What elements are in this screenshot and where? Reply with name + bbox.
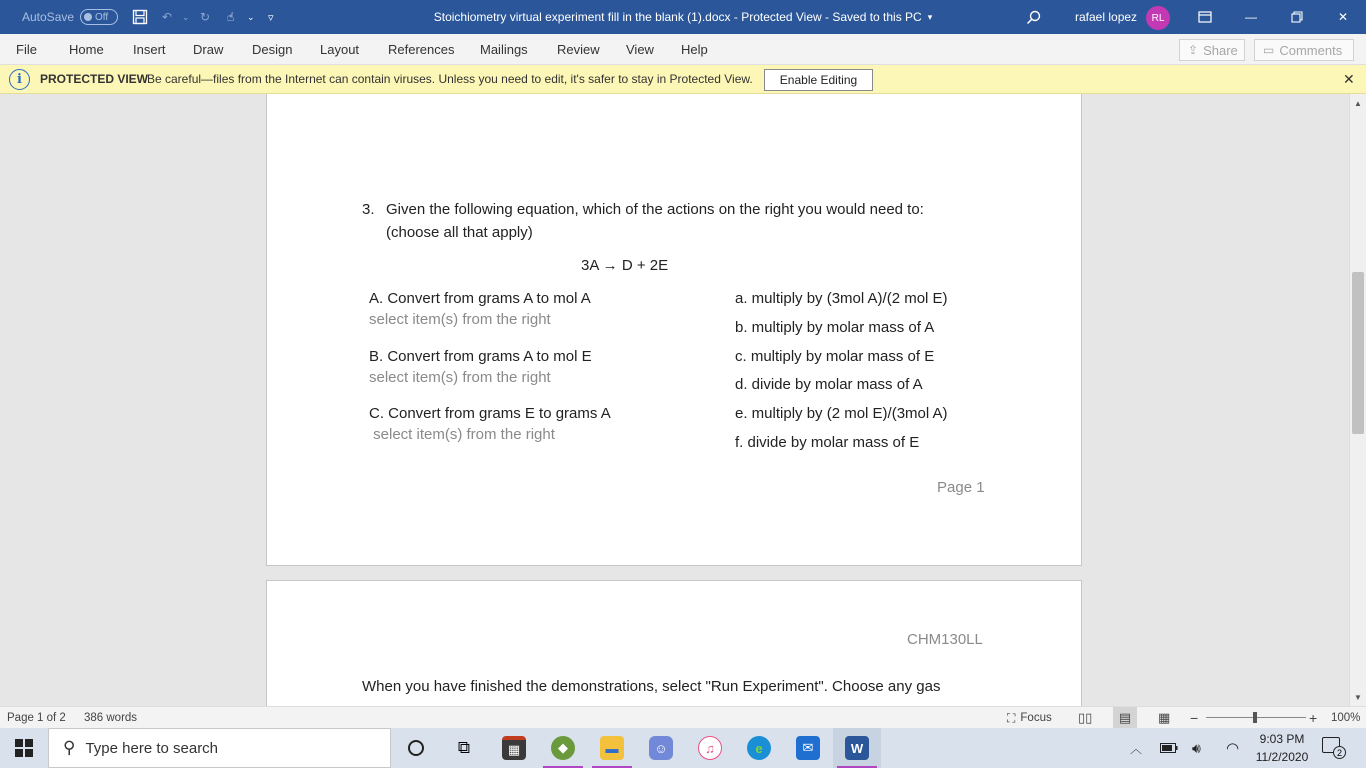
page-header: CHM130LL [907, 631, 983, 648]
page-1 [266, 94, 1082, 566]
taskbar-clock[interactable] [1252, 730, 1312, 766]
word-app-icon[interactable]: W [833, 728, 881, 768]
user-name[interactable]: rafael lopez [1075, 10, 1138, 24]
tab-references[interactable]: References [388, 42, 455, 57]
tab-review[interactable]: Review [557, 42, 600, 57]
right-item-a[interactable]: a. multiply by (3mol A)/(2 mol E) [735, 290, 948, 307]
page-2 [266, 580, 1082, 706]
windows-logo-icon [15, 739, 33, 757]
left-item-b: B. Convert from grams A to mol E [369, 348, 592, 365]
close-protected-bar-icon[interactable]: ✕ [1343, 71, 1355, 87]
search-icon: ⚲ [63, 738, 76, 757]
question-instruction: (choose all that apply) [386, 224, 533, 241]
focus-icon: ⛶ [1007, 710, 1016, 725]
save-icon[interactable] [132, 0, 148, 34]
windows-taskbar [0, 728, 1366, 768]
zoom-out-icon[interactable]: − [1190, 710, 1199, 726]
restore-icon[interactable] [1274, 0, 1320, 34]
comments-label: Comments [1279, 42, 1343, 58]
wifi-icon[interactable]: ◠ [1226, 740, 1240, 757]
volume-icon[interactable]: 🔊︎ [1192, 739, 1201, 756]
minimize-icon[interactable]: — [1245, 10, 1257, 24]
right-item-c[interactable]: c. multiply by molar mass of E [735, 348, 935, 365]
page-number-footer: Page 1 [937, 479, 985, 496]
zoom-level[interactable]: 100% [1331, 712, 1361, 724]
touch-mode-icon[interactable]: ☝ [227, 10, 235, 24]
file-explorer-icon[interactable]: ▬ [588, 728, 636, 768]
right-item-e[interactable]: e. multiply by (2 mol E)/(3mol A) [735, 405, 948, 422]
share-label: Share [1203, 42, 1238, 58]
tab-mailings[interactable]: Mailings [480, 42, 528, 57]
left-item-a: A. Convert from grams A to mol A [369, 290, 591, 307]
autosave-toggle[interactable] [80, 0, 118, 34]
tab-design[interactable]: Design [252, 42, 293, 57]
document-canvas[interactable] [0, 94, 1349, 706]
discord-app-icon[interactable]: ☺ [637, 728, 685, 768]
dropzone-c[interactable]: select item(s) from the right [369, 426, 555, 443]
share-button[interactable] [1179, 39, 1245, 61]
clock-time: 9:03 PM [1259, 732, 1305, 746]
tab-view[interactable]: View [626, 42, 654, 57]
equation: 3A → D + 2E [581, 257, 669, 274]
tab-file[interactable]: File [16, 42, 37, 57]
tab-home[interactable]: Home [69, 42, 104, 57]
start-button[interactable] [0, 728, 48, 768]
left-item-c: C. Convert from grams E to grams A [369, 405, 611, 422]
show-hidden-icons-icon[interactable]: ︿ [1130, 741, 1143, 756]
clock-date: 11/2/2020 [1255, 750, 1309, 764]
touch-mode-dropdown-icon[interactable]: ⌄ [247, 11, 255, 22]
store-app-icon[interactable]: ▦ [490, 728, 538, 768]
title-dropdown-icon[interactable]: ▾ [927, 11, 933, 22]
read-mode-icon[interactable]: ▯▯ [1078, 710, 1093, 725]
enable-editing-button[interactable]: Enable Editing [764, 69, 873, 91]
taskbar-search[interactable] [48, 728, 391, 768]
tab-draw[interactable]: Draw [193, 42, 224, 57]
focus-button[interactable] [1007, 707, 1052, 729]
document-title[interactable]: Stoichiometry virtual experiment fill in the blank (1).docx - Protected View - Saved to this PC [433, 10, 922, 24]
question-number: 3. [362, 201, 375, 218]
ribbon-display-options-icon[interactable] [1182, 0, 1228, 34]
zoom-in-icon[interactable]: + [1309, 710, 1318, 726]
page-count[interactable]: Page 1 of 2 [7, 712, 66, 724]
action-center-icon[interactable] [1322, 737, 1344, 759]
mail-app-icon[interactable]: ✉ [784, 728, 832, 768]
notification-count: 2 [1333, 746, 1346, 759]
taskbar-search-input[interactable] [85, 740, 365, 757]
tab-layout[interactable]: Layout [320, 42, 360, 57]
vertical-scrollbar[interactable] [1349, 94, 1366, 706]
ribbon-tabs [0, 34, 1366, 65]
task-view-icon[interactable]: ⧉ [457, 738, 471, 757]
right-item-b[interactable]: b. multiply by molar mass of A [735, 319, 935, 336]
web-layout-icon[interactable]: ▦ [1158, 710, 1171, 725]
protected-view-bar [0, 65, 1366, 94]
search-icon[interactable] [1026, 0, 1041, 34]
autosave-state: Off [95, 11, 109, 23]
close-icon[interactable]: ✕ [1337, 10, 1349, 24]
status-bar [0, 706, 1366, 728]
right-item-d[interactable]: d. divide by molar mass of A [735, 376, 923, 393]
share-icon: ⇪ [1188, 43, 1199, 57]
redo-icon[interactable]: ↻ [200, 10, 211, 24]
title-bar [0, 0, 1366, 34]
dropzone-b[interactable]: select item(s) from the right [369, 369, 551, 386]
scroll-up-icon[interactable]: ▲ [1354, 98, 1362, 108]
right-item-f[interactable]: f. divide by molar mass of E [735, 434, 920, 451]
minecraft-app-icon[interactable]: ◆ [539, 728, 587, 768]
protected-view-message: Be careful—files from the Internet can contain viruses. Unless you need to edit, it's safer to stay in Protected View. [147, 72, 753, 86]
autosave-label: AutoSave [22, 10, 75, 24]
comment-icon: ▭ [1263, 43, 1275, 57]
word-count[interactable]: 386 words [84, 712, 138, 724]
scroll-thumb[interactable] [1352, 272, 1364, 434]
user-avatar[interactable]: RL [1146, 6, 1170, 30]
info-icon: i [9, 69, 30, 90]
page2-body-text: When you have finished the demonstrations, select "Run Experiment". Choose any gas [362, 678, 941, 695]
customize-qat-icon[interactable]: ▿ [268, 11, 274, 24]
zoom-slider-thumb[interactable] [1253, 712, 1257, 723]
comments-button[interactable] [1254, 39, 1354, 61]
edge-browser-icon[interactable]: e [735, 728, 783, 768]
battery-icon[interactable] [1160, 728, 1178, 768]
cortana-icon[interactable] [392, 728, 440, 768]
toggle-knob-icon [84, 13, 92, 21]
undo-dropdown-icon[interactable]: ⌄ [182, 11, 190, 22]
dropzone-a[interactable]: select item(s) from the right [369, 311, 551, 328]
focus-label: Focus [1020, 712, 1052, 724]
undo-icon[interactable]: ↶ [162, 10, 173, 24]
itunes-app-icon[interactable]: ♫ [686, 728, 734, 768]
question-text: Given the following equation, which of the actions on the right you would need to: [386, 201, 924, 218]
scroll-down-icon[interactable]: ▼ [1354, 692, 1362, 702]
tab-help[interactable]: Help [681, 42, 708, 57]
tab-insert[interactable]: Insert [133, 42, 166, 57]
protected-view-title: PROTECTED VIEW [40, 72, 149, 86]
print-layout-icon[interactable]: ▤ [1113, 707, 1137, 729]
